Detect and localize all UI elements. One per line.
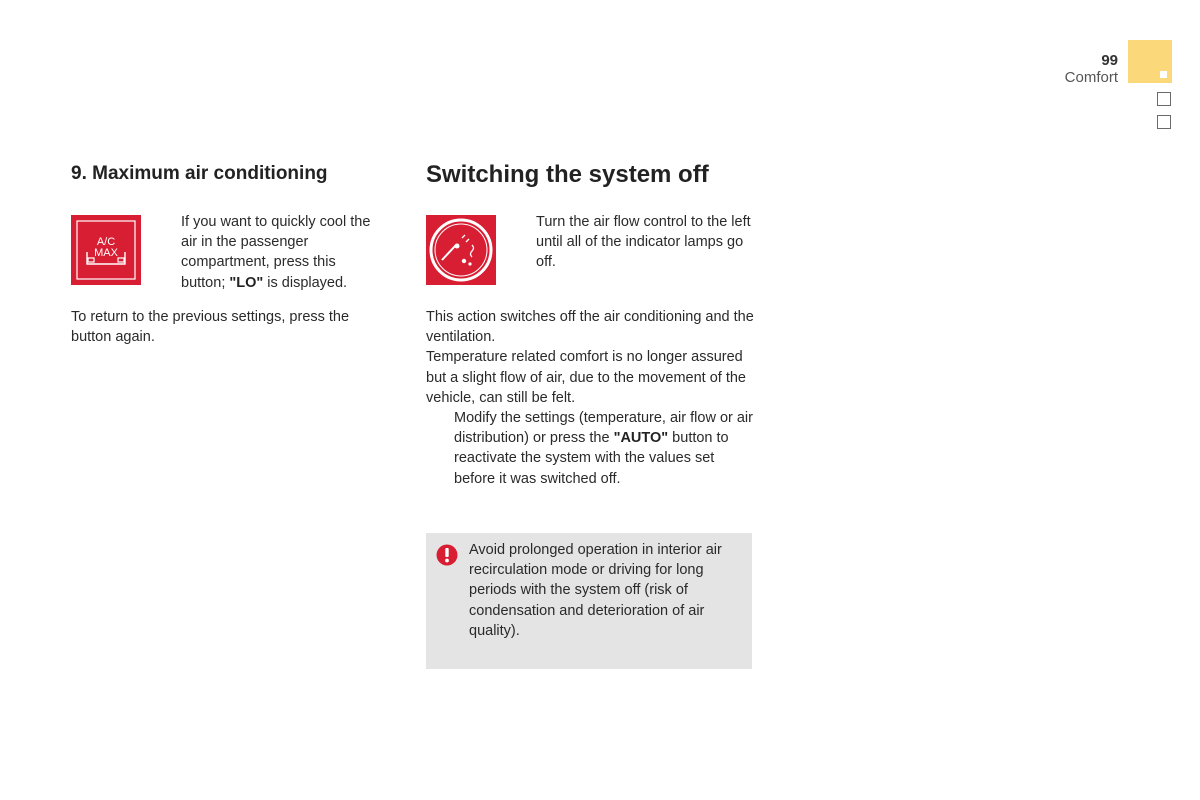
page-number: 99	[1101, 52, 1118, 69]
reactivate-text-end: button to reactivate the system with the values set before it was switched off.	[454, 430, 729, 487]
ac-icon-text-line2: MAX	[94, 247, 118, 259]
warning-text: Avoid prolonged operation in interior air recirculation mode or driving for long periods with the system off (risk of condensation and deterioration of air quality).	[469, 542, 722, 639]
warning-exclamation-icon	[436, 544, 458, 566]
comfort-text: Temperature related comfort is no longer assured but a slight flow of air, due to the movement of the vehicle, can still be felt.	[426, 349, 746, 406]
auto-label: "AUTO"	[613, 430, 669, 447]
instruction-reactivate	[454, 408, 754, 489]
instruction-max-ac	[181, 212, 381, 293]
ac-icon-text-line1: A/C	[96, 236, 116, 248]
chapter-tab-marker	[1160, 71, 1167, 78]
switch-off-text: This action switches off the air conditioning and the ventilation.	[426, 309, 754, 346]
return-paragraph: To return to the previous settings, press the button again.	[71, 309, 350, 346]
reactivate-text: Modify the settings (temperature, air flow or air distribution) or press the	[454, 410, 753, 447]
chapter-tab-empty	[1157, 115, 1171, 129]
instruction-text: If you want to quickly cool the air in the passenger compartment, press this button;	[181, 214, 371, 291]
instruction-air-flow: Turn the air flow control to the left until all of the indicator lamps go off.	[536, 214, 751, 271]
section-title: Comfort	[1064, 69, 1118, 86]
ac-max-button-icon	[71, 215, 141, 285]
section-heading-switch-off: Switching the system off	[426, 161, 709, 188]
switch-off-paragraph	[426, 307, 766, 408]
section-heading-max-ac: 9. Maximum air conditioning	[71, 163, 328, 184]
lo-label: "LO"	[229, 274, 264, 291]
chapter-tab-empty	[1157, 92, 1171, 106]
air-flow-control-icon	[426, 215, 496, 285]
instruction-text-end: is displayed.	[263, 274, 348, 291]
